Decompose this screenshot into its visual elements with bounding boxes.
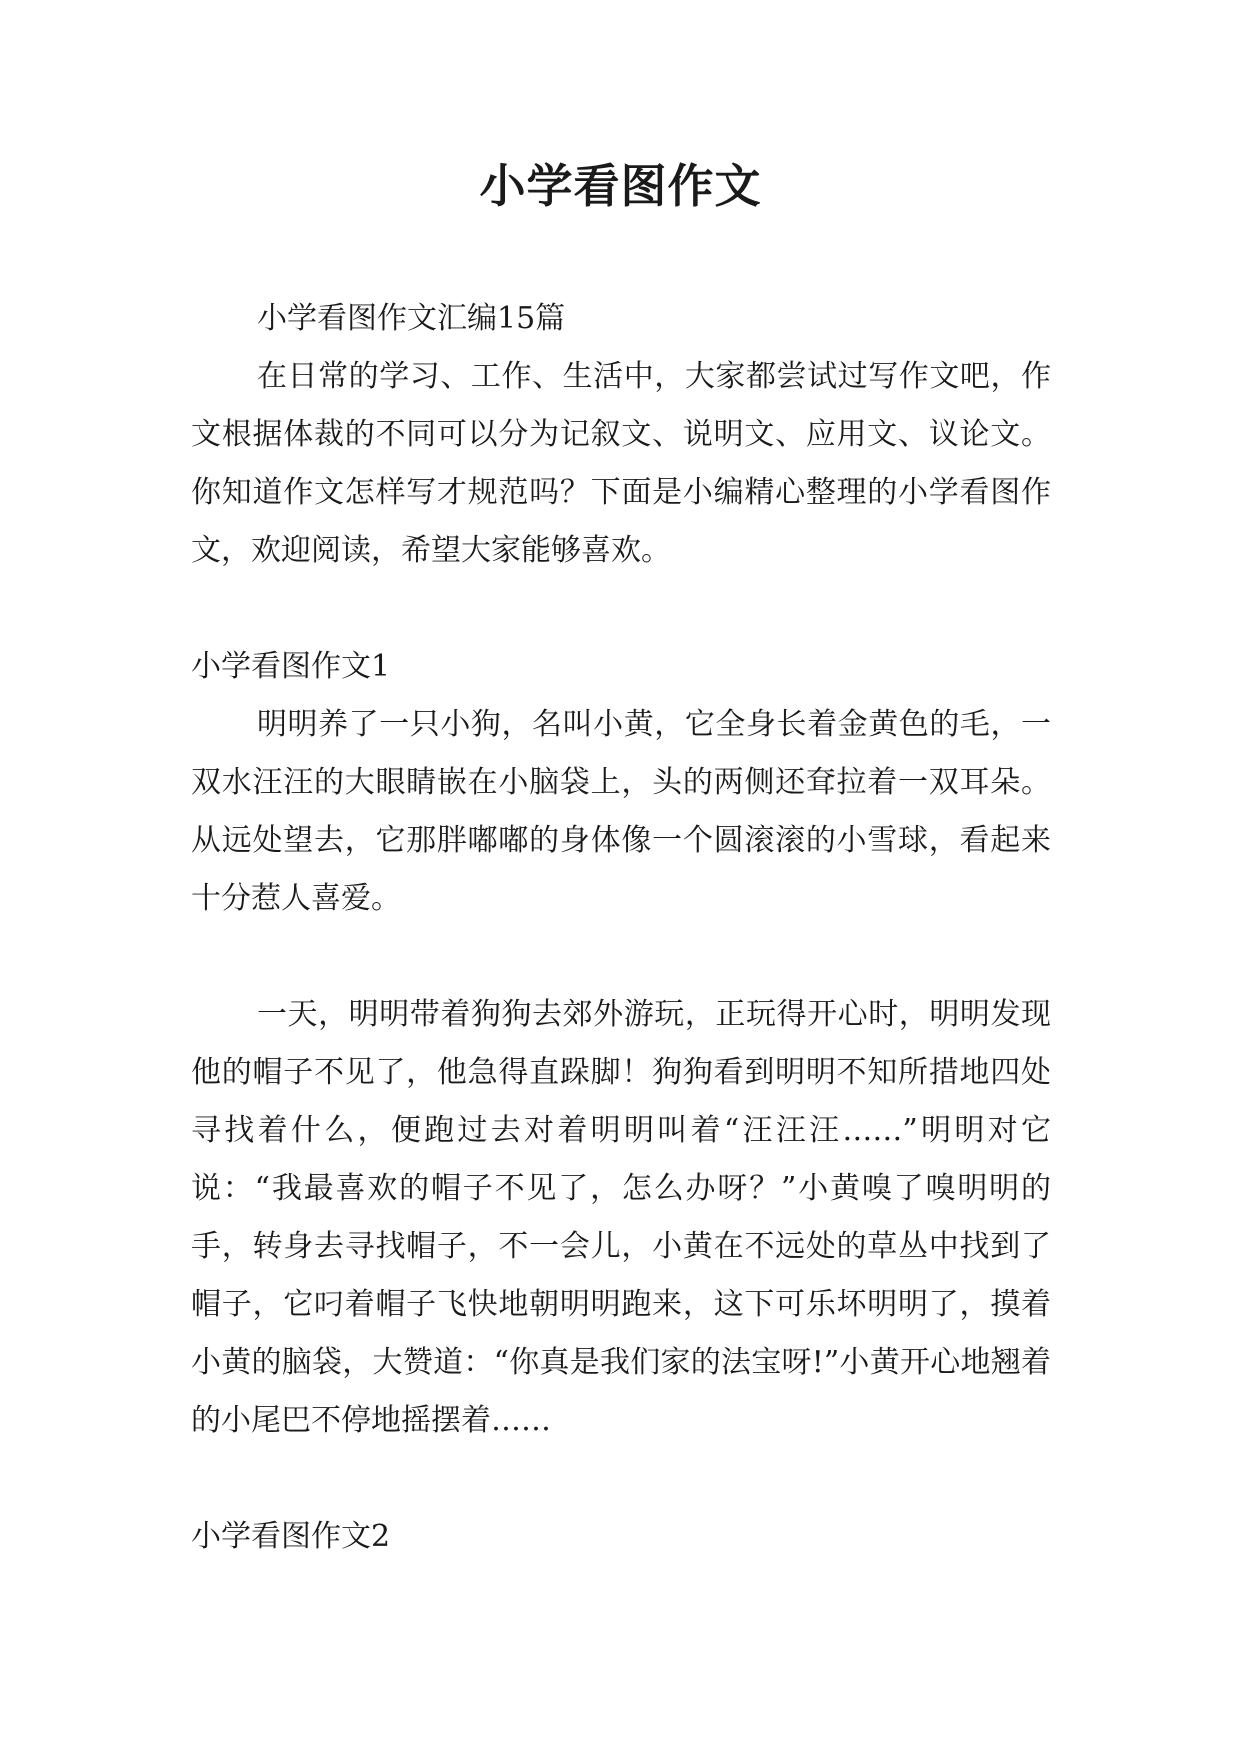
section-1-paragraph-2: 一天，明明带着狗狗去郊外游玩，正玩得开心时，明明发现他的帽子不见了，他急得直跺脚！狗狗看到明明不知所措地四处寻找着什么，便跑过去对着明明叫着“汪汪汪……”明明对它说：“我最喜欢的帽子不见了，怎么办呀？”小黄嗅了嗅明明的手，转身去寻找帽子，不一会儿，小黄在不远处的草丛中找到了帽子，它叼着帽子飞快地朝明明跑来，这下可乐坏明明了，摸着小黄的脑袋，大赞道：“你真是我们家的法宝呀!”小黄开心地翘着的小尾巴不停地摇摆着……	[191, 997, 1051, 1438]
section-heading-1: 小学看图作文1	[191, 649, 391, 684]
intro-heading: 小学看图作文汇编15篇	[257, 301, 566, 336]
spacer	[191, 928, 1051, 986]
section-1-paragraph-1: 明明养了一只小狗，名叫小黄，它全身长着金黄色的毛，一双水汪汪的大眼睛嵌在小脑袋上，头的两侧还耷拉着一双耳朵。从远处望去，它那胖嘟嘟的身体像一个圆滚滚的小雪球，看起来十分惹人喜爱。	[191, 707, 1051, 916]
document-title: 小学看图作文	[479, 159, 762, 213]
spacer	[191, 580, 1051, 638]
section-heading-2: 小学看图作文2	[191, 1519, 391, 1554]
intro-paragraph: 在日常的学习、工作、生活中，大家都尝试过写作文吧，作文根据体裁的不同可以分为记叙文、说明文、应用文、议论文。你知道作文怎样写才规范吗？下面是小编精心整理的小学看图作文，欢迎阅读，希望大家能够喜欢。	[191, 359, 1051, 568]
spacer	[191, 1450, 1051, 1508]
document-body	[191, 290, 1051, 1566]
